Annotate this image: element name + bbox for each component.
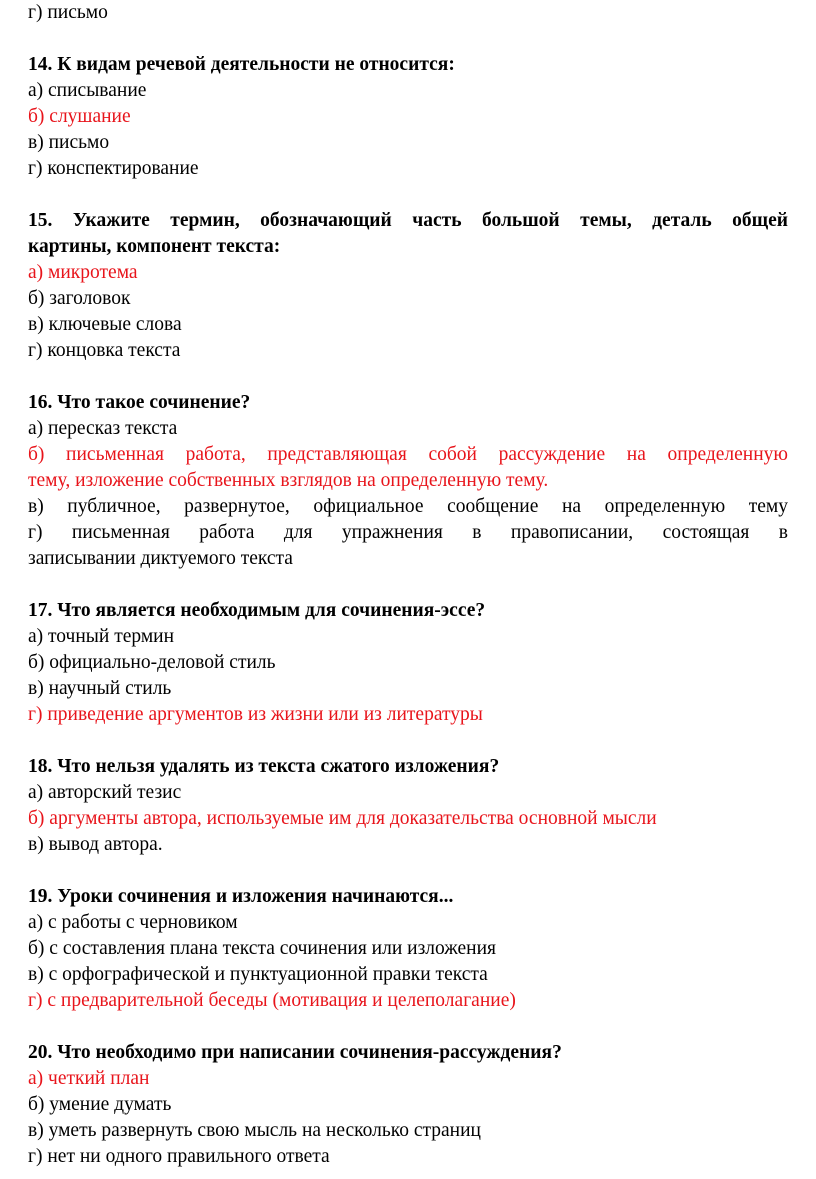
q15-option-a-correct: а) микротема [28,262,138,283]
q17-option-g-correct: г) приведение аргументов из жизни или из литературы [28,704,483,725]
q18-option-a: а) авторский тезис [28,782,182,803]
q16-option-b-correct-line-2: тему, изложение собственных взглядов на определенную тему. [28,470,549,491]
question-18: 18. Что нельзя удалять из текста сжатого изложения? [28,756,500,777]
document-page [28,0,788,1170]
q17-option-v: в) научный стиль [28,678,172,699]
q14-option-v: в) письмо [28,132,110,153]
q19-option-a: а) с работы с черновиком [28,912,238,933]
q20-option-g: г) нет ни одного правильного ответа [28,1146,330,1167]
q18-option-v: в) вывод автора. [28,834,163,855]
spacer [28,26,788,52]
question-20: 20. Что необходимо при написании сочинения-рассуждения? [28,1042,562,1063]
question-15-line-2: картины, компонент текста: [28,236,281,257]
q20-option-a-correct: а) четкий план [28,1068,150,1089]
spacer [28,858,788,884]
question-17: 17. Что является необходимым для сочинения-эссе? [28,600,486,621]
q16-option-g-line-2: записывании диктуемого текста [28,548,293,569]
q16-option-b-correct-line-1: б) письменная работа, представляющая собой рассуждение на определенную [28,444,788,465]
q16-option-g-line-1: г) письменная работа для упражнения в правописании, состоящая в [28,522,788,543]
q15-option-b: б) заголовок [28,288,131,309]
spacer [28,1014,788,1040]
q16-option-v: в) публичное, развернутое, официальное сообщение на определенную тему [28,496,788,517]
q19-option-v: в) с орфографической и пунктуационной правки текста [28,964,488,985]
q19-option-b: б) с составления плана текста сочинения или изложения [28,938,496,959]
q15-option-v: в) ключевые слова [28,314,182,335]
answer-option: г) письмо [28,2,108,23]
question-19: 19. Уроки сочинения и изложения начинаются... [28,886,454,907]
spacer [28,728,788,754]
q16-option-a: а) пересказ текста [28,418,178,439]
q17-option-b: б) официально-деловой стиль [28,652,276,673]
q18-option-b-correct: б) аргументы автора, используемые им для доказательства основной мысли [28,808,657,829]
q20-option-v: в) уметь развернуть свою мысль на несколько страниц [28,1120,481,1141]
question-15-line-1: 15. Укажите термин, обозначающий часть большой темы, деталь общей [28,210,788,231]
q14-option-a: а) списывание [28,80,147,101]
q14-option-b-correct: б) слушание [28,106,131,127]
spacer [28,572,788,598]
question-14: 14. К видам речевой деятельности не относится: [28,54,455,75]
spacer [28,364,788,390]
q17-option-a: а) точный термин [28,626,175,647]
spacer [28,182,788,208]
q19-option-g-correct: г) с предварительной беседы (мотивация и целеполагание) [28,990,516,1011]
q15-option-g: г) концовка текста [28,340,181,361]
q20-option-b: б) умение думать [28,1094,172,1115]
question-16: 16. Что такое сочинение? [28,392,251,413]
q14-option-g: г) конспектирование [28,158,199,179]
